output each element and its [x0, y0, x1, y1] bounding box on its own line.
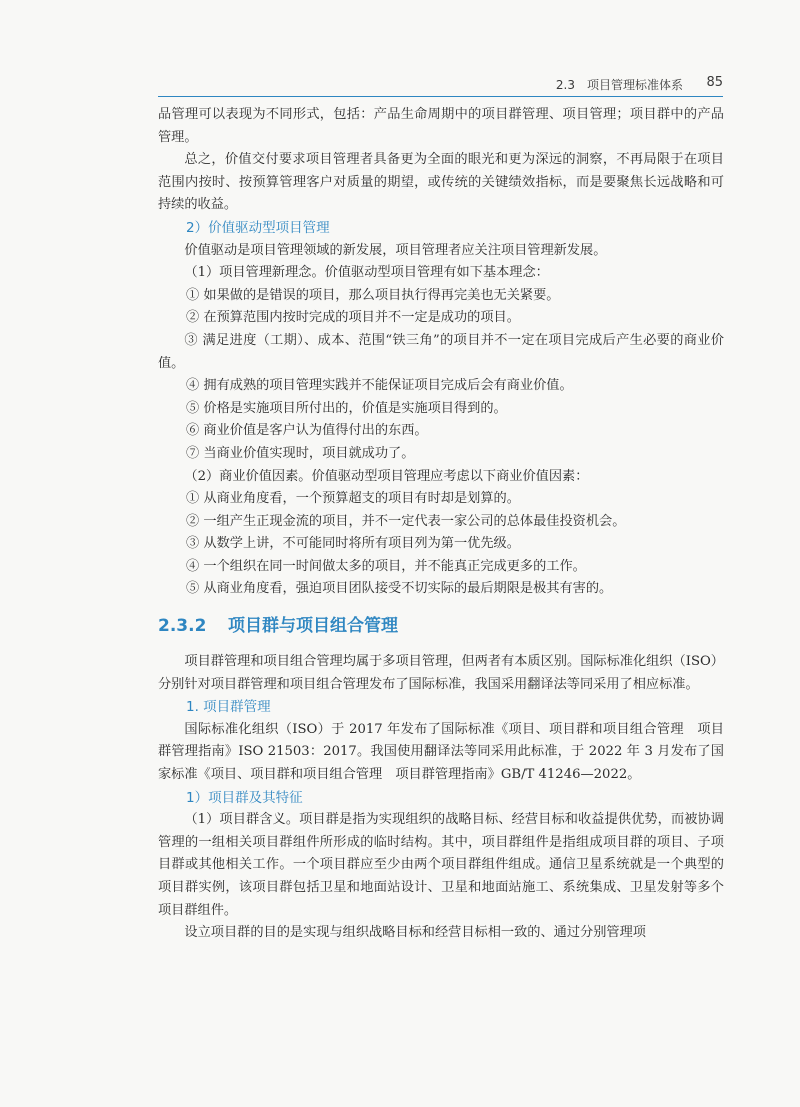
section-heading [158, 610, 724, 642]
list-item: ④ 一个组织在同一时间做太多的项目，并不能真正完成更多的工作。 [186, 558, 586, 574]
paragraph: 价值驱动是项目管理领域的新发展，项目管理者应关注项目管理新发展。 [184, 242, 607, 258]
paragraph: （1）项目群含义。项目群是指为实现组织的战略目标、经营目标和收益提供优势，而被协调管理的一组相关项目群组件所形成的临时结构。其中，项目群组件是指组成项目群的项目、子项目群或其他相关工作。一个项目群应至少由两个项目群组件组成。通信卫星系统就是一个典型的项目群实例，该项目群包括卫星和地面站设计、卫星和地面站施工、系统集成、卫星发射等多个项目群组件。 [158, 812, 724, 918]
list-item: ④ 拥有成熟的项目管理实践并不能保证项目完成后会有商业价值。 [186, 378, 573, 394]
list-item: ① 如果做的是错误的项目，那么项目执行得再完美也无关紧要。 [186, 287, 560, 303]
list-item: ③ 满足进度（工期）、成本、范围“铁三角”的项目并不一定在项目完成后产生必要的商业价值。 [158, 332, 724, 371]
paragraph: 国际标准化组织（ISO）于 2017 年发布了国际标准《项目、项目群和项目组合管理 项目群管理指南》ISO 21503：2017。我国使用翻译法等同采用此标准，于 2022 年 3 月发布了国家标准《项目、项目群和项目组合管理 项目群管理指南》GB/T 41246—2022。 [158, 721, 724, 783]
list-item: ⑤ 价格是实施项目所付出的，价值是实施项目得到的。 [186, 400, 507, 416]
section-number: 2.3.2 [158, 616, 207, 637]
list-item: ⑦ 当商业价值实现时，项目就成功了。 [186, 445, 415, 461]
subsection-heading-program-features: 1）项目群及其特征 [186, 789, 303, 806]
list-item: ② 在预算范围内按时完成的项目并不一定是成功的项目。 [186, 310, 520, 326]
subsection-heading-program-management: 1. 项目群管理 [186, 699, 271, 716]
list-item: ⑤ 从商业角度看，强迫项目团队接受不切实际的最后期限是极其有害的。 [186, 581, 613, 597]
list-item: ② 一组产生正现金流的项目，并不一定代表一家公司的总体最佳投资机会。 [186, 513, 626, 529]
running-header-section: 2.3 项目管理标准体系 [555, 78, 683, 92]
list-item: ⑥ 商业价值是客户认为值得付出的东西。 [186, 423, 428, 439]
page-number: 85 [706, 75, 723, 90]
list-item: ③ 从数学上讲，不可能同时将所有项目列为第一优先级。 [186, 536, 520, 552]
paragraph: 设立项目群的目的是实现与组织战略目标和经营目标相一致的、通过分别管理项 [184, 925, 646, 941]
paragraph: （1）项目管理新理念。价值驱动型项目管理有如下基本理念： [184, 265, 549, 281]
paragraph: （2）商业价值因素。价值驱动型项目管理应考虑以下商业价值因素： [184, 468, 589, 484]
paragraph: 品管理可以表现为不同形式，包括：产品生命周期中的项目群管理、项目管理；项目群中的产品管理。 [158, 107, 724, 145]
paragraph: 项目群管理和项目组合管理均属于多项目管理，但两者有本质区别。国际标准化组织（ISO）分别针对项目群管理和项目组合管理发布了国际标准，我国采用翻译法等同采用了相应标准。 [158, 654, 724, 692]
list-item: ① 从商业角度看，一个预算超支的项目有时却是划算的。 [186, 491, 520, 507]
paragraph: 总之，价值交付要求项目管理者具备更为全面的眼光和更为深远的洞察，不再局限于在项目范围内按时、按预算管理客户对质量的期望，或传统的关键绩效指标，而是要聚焦长远战略和可持续的收益。 [158, 152, 724, 213]
running-header [158, 76, 723, 97]
section-title: 项目群与项目组合管理 [228, 616, 398, 637]
page-body [158, 104, 724, 945]
subsection-heading-value-driven: 2）价值驱动型项目管理 [186, 219, 330, 236]
